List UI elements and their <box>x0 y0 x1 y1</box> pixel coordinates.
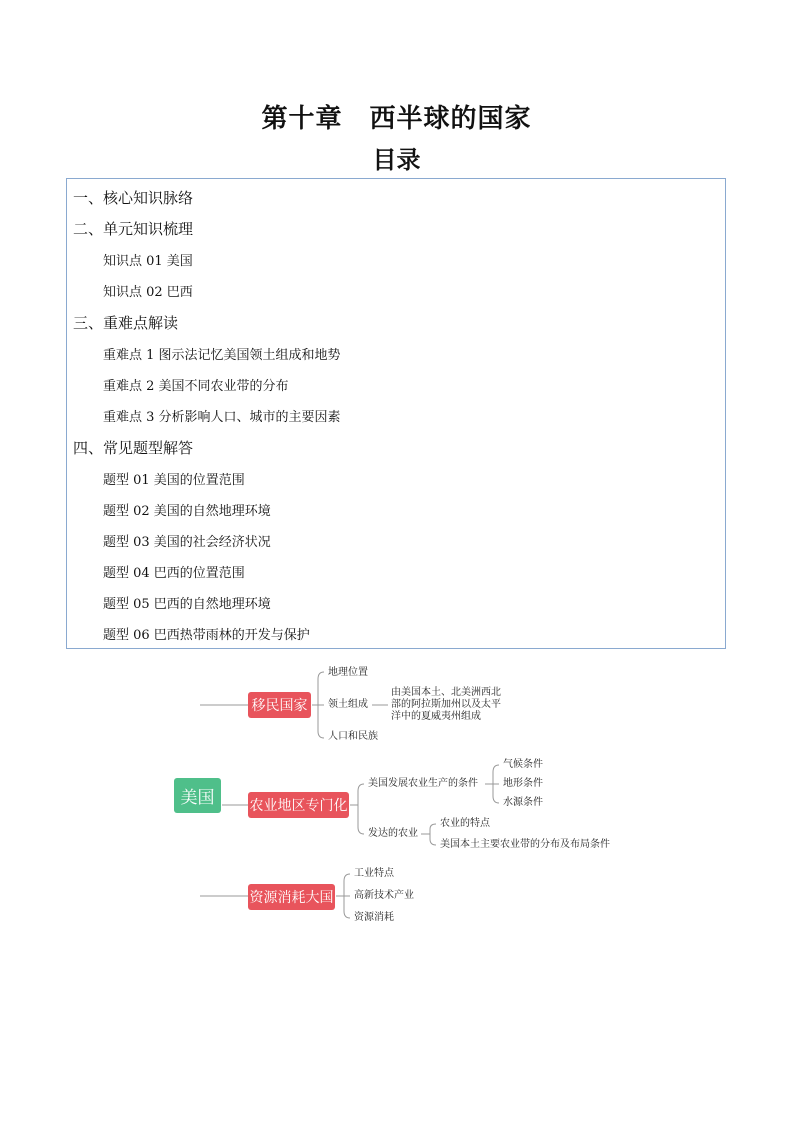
mind-map-branch-resource-consumption: 资源消耗大国 <box>248 884 335 910</box>
toc-item-core-knowledge[interactable]: 一、核心知识脉络 <box>73 189 194 207</box>
toc-item-type-05[interactable]: 题型 05 巴西的自然地理环境 <box>103 597 271 612</box>
toc-item-knowledge-brazil[interactable]: 知识点 02 巴西 <box>103 285 193 300</box>
leaf-geographic-location: 地理位置 <box>328 667 368 678</box>
toc-item-type-01[interactable]: 题型 01 美国的位置范围 <box>103 473 245 488</box>
toc-item-key-point-1[interactable]: 重难点 1 图示法记忆美国领土组成和地势 <box>103 348 341 363</box>
mind-map <box>0 655 793 935</box>
toc-item-type-06[interactable]: 题型 06 巴西热带雨林的开发与保护 <box>103 628 310 643</box>
mind-map-branch-immigrant-country: 移民国家 <box>248 692 311 718</box>
leaf-territory-detail: 由美国本土、北美洲西北部的阿拉斯加州以及太平洋中的夏威夷州组成 <box>391 687 501 722</box>
leaf-territory: 领土组成 <box>328 699 368 710</box>
toc-item-type-04[interactable]: 题型 04 巴西的位置范围 <box>103 566 245 581</box>
leaf-climate-conditions: 气候条件 <box>503 759 543 770</box>
mind-map-root-usa: 美国 <box>174 778 221 813</box>
toc-item-question-types[interactable]: 四、常见题型解答 <box>73 439 194 457</box>
leaf-terrain-conditions: 地形条件 <box>503 778 543 789</box>
leaf-agriculture-conditions: 美国发展农业生产的条件 <box>368 778 478 789</box>
leaf-high-tech-industry: 高新技术产业 <box>354 890 414 901</box>
leaf-agriculture-belts: 美国本土主要农业带的分布及布局条件 <box>440 839 610 850</box>
leaf-agriculture-features: 农业的特点 <box>440 818 490 829</box>
chapter-title: 第十章 西半球的国家 <box>261 104 532 134</box>
leaf-developed-agriculture: 发达的农业 <box>368 828 418 839</box>
leaf-water-conditions: 水源条件 <box>503 797 543 808</box>
toc-item-type-03[interactable]: 题型 03 美国的社会经济状况 <box>103 535 271 550</box>
toc-title: 目录 <box>372 146 421 174</box>
toc-item-key-point-2[interactable]: 重难点 2 美国不同农业带的分布 <box>103 379 289 394</box>
toc-item-key-point-3[interactable]: 重难点 3 分析影响人口、城市的主要因素 <box>103 410 341 425</box>
leaf-resource-consumption: 资源消耗 <box>354 912 394 923</box>
toc-item-knowledge-usa[interactable]: 知识点 01 美国 <box>103 254 193 269</box>
toc-item-unit-review[interactable]: 二、单元知识梳理 <box>73 220 194 238</box>
toc-item-type-02[interactable]: 题型 02 美国的自然地理环境 <box>103 504 271 519</box>
toc-box <box>66 178 726 649</box>
mind-map-branch-agriculture: 农业地区专门化 <box>248 792 349 818</box>
leaf-industry-features: 工业特点 <box>354 868 394 879</box>
leaf-population-ethnicity: 人口和民族 <box>328 731 378 742</box>
toc-item-key-points[interactable]: 三、重难点解读 <box>73 314 179 332</box>
